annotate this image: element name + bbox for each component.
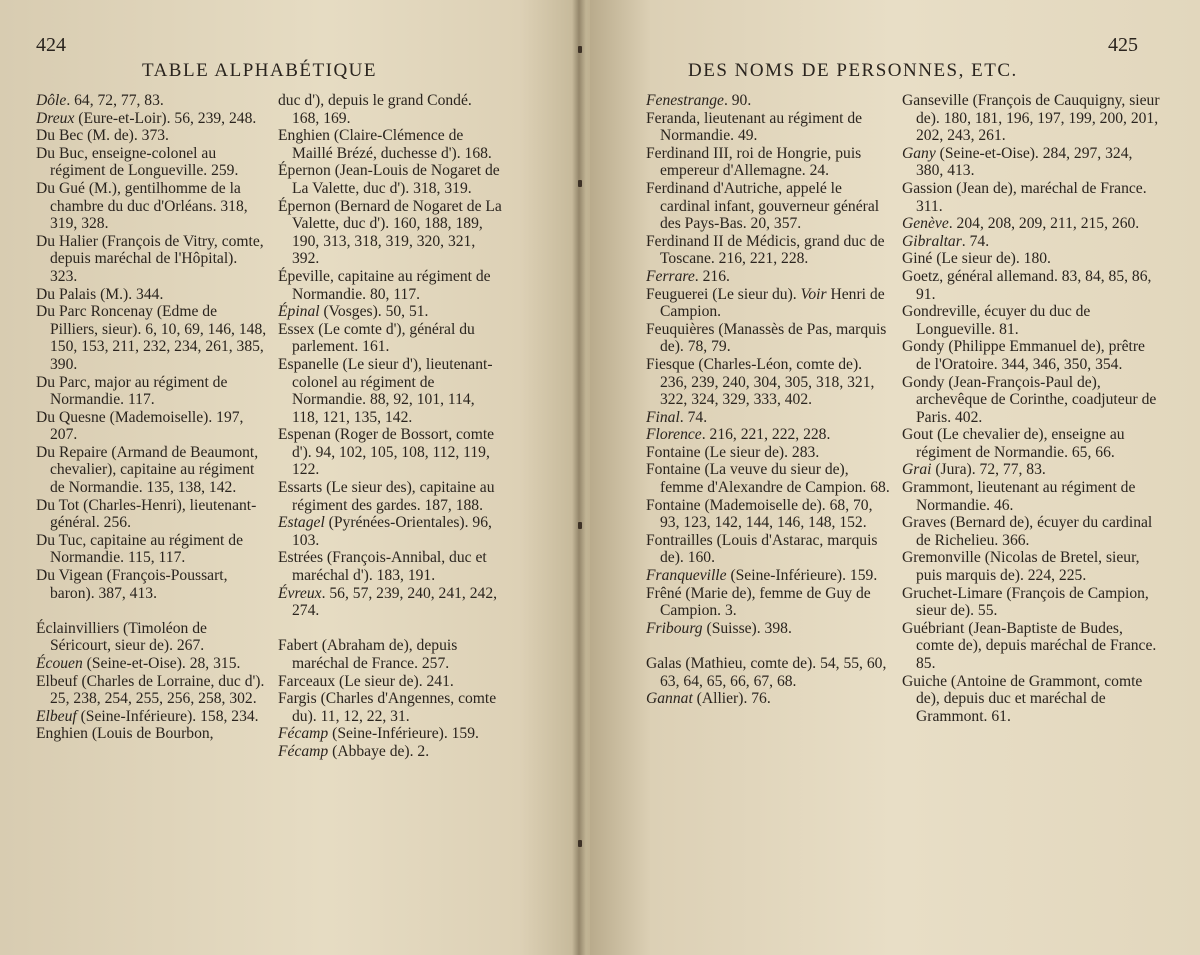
index-entry: duc d'), depuis le grand Condé. 168, 169. [278, 92, 472, 127]
index-entry: Genève. 204, 208, 209, 211, 215, 260. [902, 215, 1140, 233]
index-entry: Galas (Mathieu, comte de). 54, 55, 60, 63, 64, 65, 66, 67, 68. [646, 655, 887, 690]
index-entry: Épernon (Jean-Louis de Nogaret de La Valette, duc d'). 318, 319. [278, 162, 500, 197]
index-entry: Essex (Le comte d'), général du parlement. 161. [278, 320, 475, 356]
index-entry: Graves (Bernard de), écuyer du cardinal de Richelieu. 366. [902, 514, 1153, 549]
index-entry: Giné (Le sieur de). 180. [902, 250, 1051, 268]
index-entry: Du Tuc, capitaine au régiment de Normandie. 115, 117. [36, 531, 243, 567]
index-entry: Gondy (Jean-François-Paul de), archevêque de Corinthe, coadjuteur de Paris. 402. [902, 373, 1157, 426]
index-entry: Du Vigean (François-Poussart, baron). 387, 413. [36, 567, 228, 602]
index-entry: Final. 74. [646, 408, 708, 426]
index-entry: Grai (Jura). 72, 77, 83. [902, 461, 1046, 479]
index-column [278, 92, 502, 761]
index-entry: Fargis (Charles d'Angennes, comte du). 11, 12, 22, 31. [278, 690, 497, 725]
index-entry: Elbeuf (Seine-Inférieure). 158, 234. [36, 707, 259, 725]
index-entry: Gibraltar. 74. [902, 232, 990, 250]
binding-stitch [578, 522, 582, 529]
index-entry: Gondreville, écuyer du duc de Longueville. 81. [902, 303, 1091, 338]
page-number: 424 [36, 34, 66, 56]
index-entry: Épeville, capitaine au régiment de Normandie. 80, 117. [278, 267, 491, 303]
index-entry: Feranda, lieutenant au régiment de Normandie. 49. [646, 109, 863, 145]
index-entry: Fenestrange. 90. [646, 92, 752, 109]
index-entry: Ferdinand III, roi de Hongrie, puis empereur d'Allemagne. 24. [646, 144, 862, 180]
index-entry: Grammont, lieutenant au régiment de Normandie. 46. [902, 479, 1136, 514]
index-entry: Frêné (Marie de), femme de Guy de Campion. 3. [646, 584, 871, 620]
page-number: 425 [1108, 34, 1138, 56]
index-entry: Fécamp (Seine-Inférieure). 159. [278, 725, 479, 743]
section-gap [646, 637, 892, 655]
index-entry: Du Tot (Charles-Henri), lieutenant-général. 256. [36, 496, 257, 532]
index-entry: Gannat (Allier). 76. [646, 690, 771, 708]
binding-stitch [578, 180, 582, 187]
index-entry: Ganseville (François de Cauquigny, sieur de). 180, 181, 196, 197, 199, 200, 201, 202, 243, 261. [902, 92, 1160, 145]
index-entry: Du Parc Roncenay (Edme de Pilliers, sieur). 6, 10, 69, 146, 148, 150, 153, 211, 232, 234, 261, 385, 390. [36, 303, 267, 373]
index-entry: Fécamp (Abbaye de). 2. [278, 742, 430, 760]
index-entry: Gany (Seine-et-Oise). 284, 297, 324, 380, 413. [902, 144, 1133, 180]
index-entry: Elbeuf (Charles de Lorraine, duc d'). 25, 238, 254, 255, 256, 258, 302. [36, 672, 265, 708]
index-entry: Fribourg (Suisse). 398. [646, 619, 792, 637]
index-entry: Du Quesne (Mademoiselle). 197, 207. [36, 408, 244, 444]
index-entry: Farceaux (Le sieur de). 241. [278, 672, 454, 690]
index-column [36, 92, 268, 743]
index-entry: Du Parc, major au régiment de Normandie. 117. [36, 373, 228, 409]
index-column [646, 92, 892, 708]
book-gutter [572, 0, 586, 955]
index-entry: Du Bec (M. de). 373. [36, 127, 169, 145]
index-entry: Épernon (Bernard de Nogaret de La Valette, duc d'). 160, 188, 189, 190, 313, 318, 319, 320, 321, 392. [278, 197, 502, 268]
binding-stitch [578, 840, 582, 847]
index-entry: Florence. 216, 221, 222, 228. [646, 426, 831, 444]
index-entry: Évreux. 56, 57, 239, 240, 241, 242, 274. [278, 584, 498, 620]
index-column [902, 92, 1160, 725]
index-entry: Fontaine (Le sieur de). 283. [646, 443, 820, 461]
index-entry: Gout (Le chevalier de), enseigne au régiment de Normandie. 65, 66. [902, 426, 1125, 461]
index-entry: Goetz, général allemand. 83, 84, 85, 86, 91. [902, 267, 1152, 303]
index-entry: Fabert (Abraham de), depuis maréchal de France. 257. [278, 637, 458, 672]
index-entry: Fontrailles (Louis d'Astarac, marquis de). 160. [646, 531, 878, 567]
index-entry: Gruchet-Limare (François de Campion, sieur de). 55. [902, 584, 1149, 620]
index-entry: Enghien (Louis de Bourbon, [36, 725, 214, 743]
left-page [0, 0, 590, 955]
index-entry: Gremonville (Nicolas de Bretel, sieur, puis marquis de). 224, 225. [902, 549, 1140, 585]
index-entry: Ferdinand d'Autriche, appelé le cardinal infant, gouverneur général des Pays-Bas. 20, 357. [646, 179, 880, 233]
index-entry: Guiche (Antoine de Grammont, comte de), depuis duc et maréchal de Grammont. 61. [902, 672, 1143, 725]
section-gap [36, 602, 268, 620]
right-page [590, 0, 1200, 955]
running-head: DES NOMS DE PERSONNES, ETC. [688, 60, 1018, 81]
index-entry: Estrées (François-Annibal, duc et maréchal d'). 183, 191. [278, 549, 487, 585]
index-entry: Feuquières (Manassès de Pas, marquis de). 78, 79. [646, 320, 887, 356]
index-entry: Espenan (Roger de Bossort, comte d'). 94, 102, 105, 108, 112, 119, 122. [278, 426, 495, 479]
index-entry: Du Halier (François de Vitry, comte, depuis maréchal de l'Hôpital). 323. [36, 232, 264, 285]
binding-stitch [578, 46, 582, 53]
index-entry: Dreux (Eure-et-Loir). 56, 239, 248. [36, 109, 257, 127]
index-entry: Dôle. 64, 72, 77, 83. [36, 92, 164, 109]
index-entry: Fiesque (Charles-Léon, comte de). 236, 239, 240, 304, 305, 318, 321, 322, 324, 329, 333, 402. [646, 355, 875, 409]
index-entry: Fontaine (La veuve du sieur de), femme d'Alexandre de Campion. 68. [646, 461, 890, 497]
index-entry: Franqueville (Seine-Inférieure). 159. [646, 567, 878, 585]
index-entry: Du Palais (M.). 344. [36, 285, 164, 303]
index-entry: Écouen (Seine-et-Oise). 28, 315. [36, 655, 241, 672]
index-entry: Gondy (Philippe Emmanuel de), prêtre de l'Oratoire. 344, 346, 350, 354. [902, 338, 1145, 373]
index-entry: Du Repaire (Armand de Beaumont, chevalier), capitaine au régiment de Normandie. 135, 138, 142. [36, 443, 259, 497]
index-entry: Guébriant (Jean-Baptiste de Budes, comte de), depuis maréchal de France. 85. [902, 619, 1157, 672]
index-entry: Fontaine (Mademoiselle de). 68, 70, 93, 123, 142, 144, 146, 148, 152. [646, 496, 873, 532]
index-entry: Éclainvilliers (Timoléon de Séricourt, sieur de). 267. [36, 619, 207, 655]
index-entry: Ferdinand II de Médicis, grand duc de Toscane. 216, 221, 228. [646, 232, 885, 268]
index-entry: Feuguerei (Le sieur du). Voir Henri de Campion. [646, 285, 885, 321]
index-entry: Du Buc, enseigne-colonel au régiment de Longueville. 259. [36, 144, 239, 180]
index-entry: Ferrare. 216. [646, 267, 730, 285]
index-entry: Du Gué (M.), gentilhomme de la chambre du duc d'Orléans. 318, 319, 328. [36, 179, 248, 233]
index-entry: Épinal (Vosges). 50, 51. [278, 303, 429, 321]
running-head: TABLE ALPHABÉTIQUE [142, 60, 377, 81]
section-gap [278, 620, 502, 638]
index-entry: Estagel (Pyrénées-Orientales). 96, 103. [278, 514, 492, 549]
index-entry: Enghien (Claire-Clémence de Maillé Brézé, duchesse d'). 168. [278, 127, 492, 162]
index-entry: Gassion (Jean de), maréchal de France. 311. [902, 179, 1147, 215]
index-entry: Espanelle (Le sieur d'), lieutenant-colonel au régiment de Normandie. 88, 92, 101, 114, 118, 121, 135, 142. [278, 355, 493, 426]
index-entry: Essarts (Le sieur des), capitaine au régiment des gardes. 187, 188. [278, 479, 495, 514]
